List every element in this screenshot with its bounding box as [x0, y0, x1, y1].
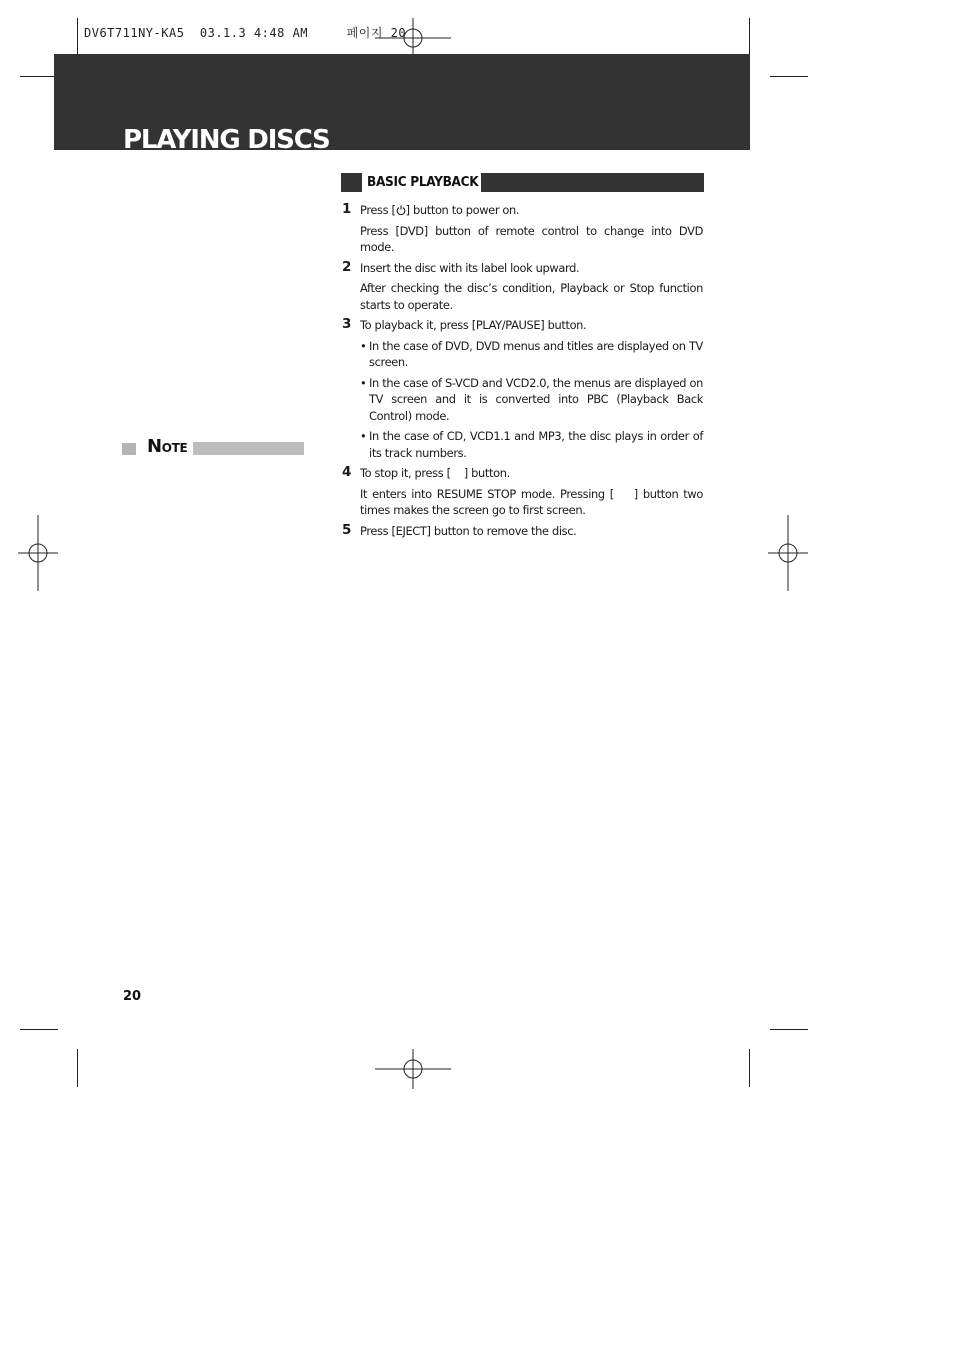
- step-number: 1: [342, 201, 352, 217]
- heading-block: [341, 173, 362, 192]
- section-heading: [341, 173, 704, 192]
- step-1: [341, 202, 703, 256]
- crop-mark: [20, 76, 58, 77]
- bullet-text: In the case of S-VCD and VCD2.0, the menus are displayed on TV screen and it is converted into PBC (Playback Back Control) mode.: [369, 375, 703, 423]
- crop-mark: [749, 18, 750, 56]
- power-icon: [396, 205, 406, 215]
- crop-mark: [77, 1049, 78, 1087]
- instructions: [341, 201, 707, 543]
- bullet-dot: •: [360, 375, 367, 390]
- step-text: Press [DVD] button of remote control to change into DVD mode.: [360, 223, 703, 254]
- step-text: After checking the disc’s condition, Playback or Stop function starts to operate.: [360, 281, 703, 312]
- step-text: Press [EJECT] button to remove the disc.: [360, 523, 577, 538]
- print-slug: DV6T711NY-KA5 03.1.3 4:48 AM 페이지 20: [84, 26, 407, 40]
- bullet-item: [360, 338, 703, 371]
- heading-bar: [481, 173, 704, 192]
- step-2: [341, 260, 703, 314]
- crop-mark: [770, 76, 808, 77]
- note-rest: OTE: [161, 441, 188, 455]
- step-text: [360, 202, 703, 219]
- step-number: 5: [342, 521, 352, 538]
- page-title: PLAYING DISCS: [123, 125, 330, 150]
- step-text-part: Press [: [360, 203, 396, 217]
- bullet-text: In the case of DVD, DVD menus and titles are displayed on TV screen.: [369, 338, 703, 369]
- bullet-item: [360, 375, 703, 425]
- step-number: 3: [342, 316, 352, 332]
- bullet-dot: •: [360, 429, 367, 443]
- bullet-text: In the case of CD, VCD1.1 and MP3, the disc plays in order of its track numbers.: [369, 429, 703, 460]
- bullet-item: [360, 428, 703, 461]
- step-3: [341, 317, 703, 461]
- section-heading-text: BASIC PLAYBACK: [367, 174, 479, 190]
- crop-mark: [77, 18, 78, 56]
- registration-mark: [750, 515, 826, 591]
- step-text: To stop it, press [ ] button.: [360, 466, 510, 480]
- crop-mark: [749, 1049, 750, 1087]
- step-number: 4: [342, 464, 352, 480]
- page-number: 20: [123, 989, 142, 1004]
- note-label: [147, 437, 187, 458]
- step-5: [341, 523, 703, 540]
- note-bar: [193, 442, 304, 455]
- step-text-part: ] button to power on.: [405, 203, 520, 217]
- note-initial: N: [147, 436, 162, 457]
- step-text: To playback it, press [PLAY/PAUSE] button.: [360, 318, 587, 332]
- registration-mark: [0, 515, 76, 591]
- step-text: It enters into RESUME STOP mode. Pressing [ ] button two times makes the screen go to first screen.: [360, 486, 707, 517]
- crop-mark: [770, 1029, 808, 1030]
- crop-mark: [20, 1029, 58, 1030]
- bullet-dot: •: [360, 338, 367, 353]
- step-number: 2: [342, 258, 352, 275]
- step-4: [341, 464, 707, 519]
- registration-mark: [375, 1031, 451, 1107]
- note-box: [122, 437, 304, 457]
- note-square: [122, 443, 136, 455]
- step-text: Insert the disc with its label look upward.: [360, 260, 580, 275]
